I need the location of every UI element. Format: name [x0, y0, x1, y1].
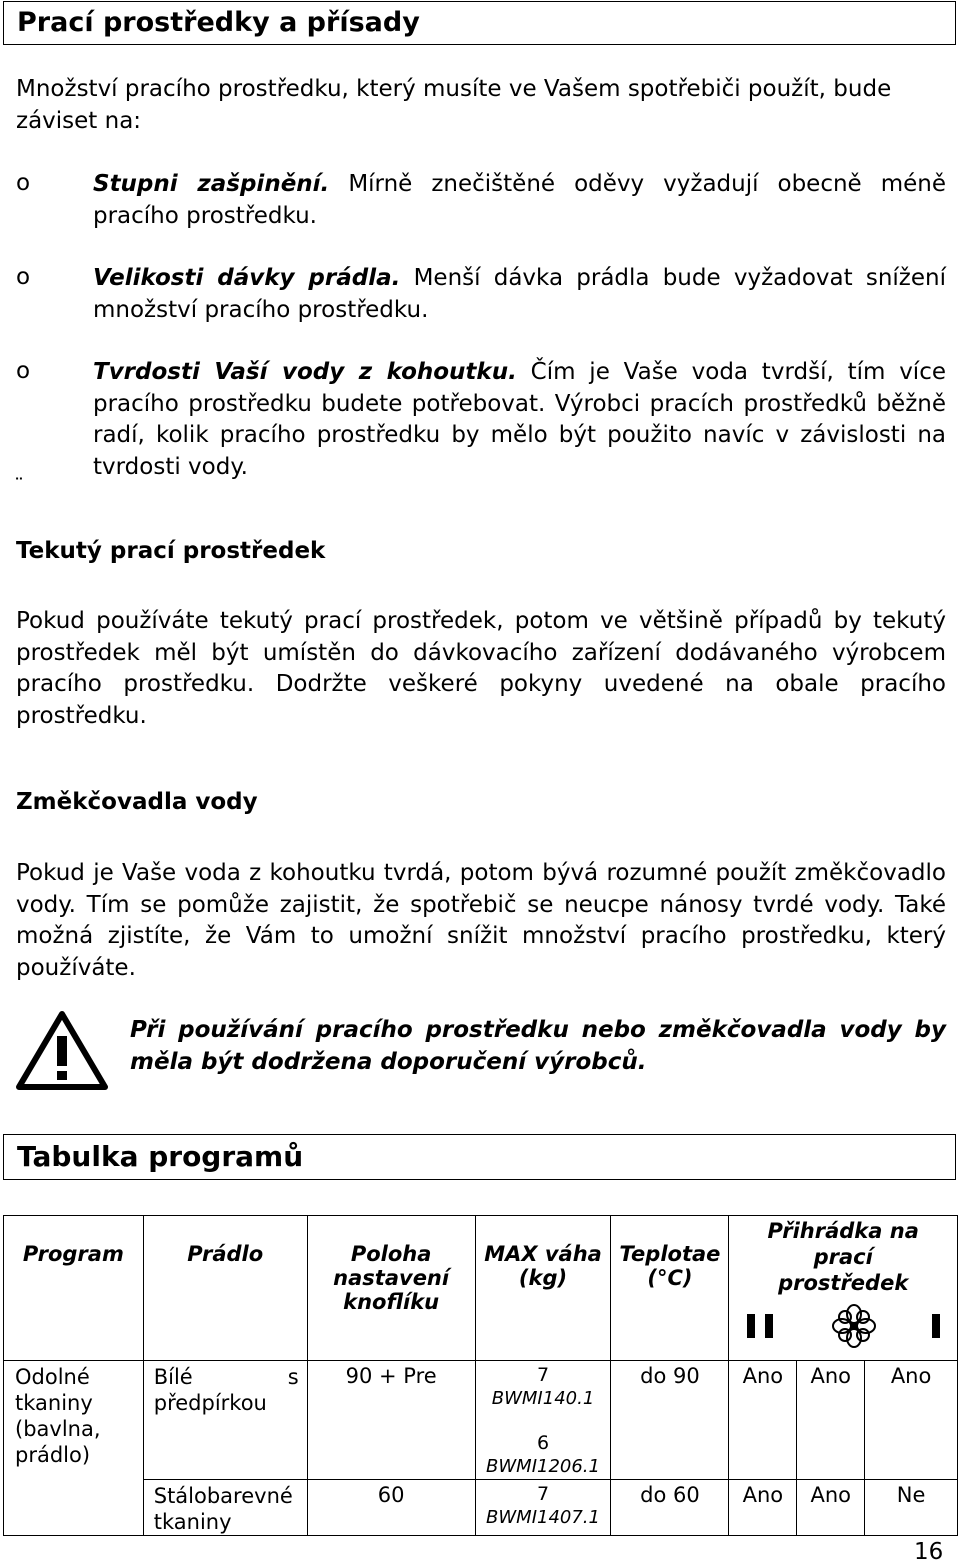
pradlo-cell	[143, 1361, 307, 1480]
poloha-cell: 60	[307, 1480, 475, 1536]
header-prihradka-cell	[729, 1216, 958, 1361]
weight-kg: 6	[536, 1432, 550, 1454]
intro-paragraph: Množství pracího prostředku, který musíte ve Vašem spotřebiči použít, bude záviset na:	[16, 76, 892, 134]
list-item-term: Velikosti dávky prádla.	[93, 265, 401, 291]
warning-triangle-icon	[16, 1010, 108, 1090]
compartment-II-icon	[743, 1312, 779, 1340]
program-cell: Odolné tkaniny (bavlna, prádlo)	[4, 1361, 144, 1536]
bullet-marker: o	[16, 170, 31, 196]
compartment-softener-cell: Ano	[797, 1361, 865, 1480]
pradlo-main: Bílé	[153, 1365, 193, 1389]
warning-text: Při používání pracího prostředku nebo změkčovadla vody by měla být dodržena doporučení výrobců.	[130, 1017, 946, 1075]
compartment-I-icon	[929, 1312, 943, 1340]
compartment-I-cell: Ano	[865, 1361, 958, 1480]
compartment-icons	[729, 1296, 957, 1348]
weight-model: BWMI140.1	[491, 1388, 595, 1409]
weight-model: BWMI1206.1	[486, 1456, 600, 1477]
bullet-marker: o	[16, 264, 31, 290]
header-teplota: Teplotae (°C)	[611, 1216, 729, 1361]
pradlo-rest: předpírkou	[153, 1391, 267, 1415]
list-item	[93, 169, 946, 232]
softener-paragraph: Pokud je Vaše voda z kohoutku tvrdá, potom bývá rozumné použít změkčovadlo vody. Tím se pomůže zajistit, že spotřebič se neucpe nánosy tvrdé vody. Také možná zjistíte, že Vám to umožní snížit množství pracího prostředku, který používáte.	[16, 860, 946, 981]
list-item	[93, 263, 946, 326]
liquid-paragraph: Pokud používáte tekutý prací prostředek, potom ve většině případů by tekutý prostředek měl být umístěn do dávkovacího zařízení dodávaného výrobcem pracího prostředku. Dodržte veškeré pokyny uvedené na obale pracího prostředku.	[16, 608, 946, 729]
softener-heading: Změkčovadla vody	[16, 789, 258, 815]
compartment-II-cell: Ano	[729, 1480, 797, 1536]
weight-cell	[475, 1361, 611, 1480]
pradlo-s: s	[287, 1365, 299, 1389]
header-pradlo: Prádlo	[143, 1216, 307, 1361]
flower-softener-icon	[831, 1304, 877, 1348]
section-title: Prací prostředky a přísady	[17, 7, 420, 38]
header-program: Program	[4, 1216, 144, 1361]
page-number: 16	[914, 1539, 944, 1565]
header-poloha: Poloha nastavení knoflíku	[307, 1216, 475, 1361]
program-table-title-box	[3, 1134, 956, 1180]
pradlo-cell: Stálobarevné tkaniny	[143, 1480, 307, 1536]
list-item-term: Tvrdosti Vaší vody z kohoutku.	[93, 359, 517, 385]
teplota-cell: do 60	[611, 1480, 729, 1536]
bullet-marker: o	[16, 358, 31, 384]
poloha-cell: 90 + Pre	[307, 1361, 475, 1480]
list-item-text: Menší dávka prádla bude vyžadovat snížení množství pracího prostředku.	[93, 265, 946, 323]
list-item	[93, 357, 946, 483]
weight-model: BWMI1407.1	[486, 1507, 600, 1528]
program-table	[3, 1215, 958, 1536]
compartment-softener-cell: Ano	[797, 1480, 865, 1536]
program-table-title: Tabulka programů	[17, 1140, 304, 1173]
section-title-box	[3, 1, 956, 45]
pradlo-line	[154, 1364, 299, 1390]
weight-cell	[475, 1480, 611, 1536]
compartment-I-cell: Ne	[865, 1480, 958, 1536]
stray-mark: ¨	[14, 474, 24, 498]
liquid-heading: Tekutý prací prostředek	[16, 538, 326, 564]
teplota-cell: do 90	[611, 1361, 729, 1480]
weight-kg: 7	[536, 1483, 550, 1505]
list-item-term: Stupni zašpinění.	[93, 171, 330, 197]
list-item-text: Čím je Vaše voda tvrdší, tím více pracího prostředku budete potřebovat. Výrobci pracích prostředků běžně radí, kolik pracího prostředku by mělo být použito navíc v závislosti na tvrdosti vody.	[93, 359, 946, 480]
compartment-II-cell: Ano	[729, 1361, 797, 1480]
weight-kg: 7	[536, 1364, 550, 1386]
list-item-text: Mírně znečištěné oděvy vyžadují obecně méně pracího prostředku.	[93, 171, 947, 229]
header-prihradka: Přihrádka na prací prostředek	[767, 1219, 919, 1295]
header-max-vaha: MAX váha (kg)	[475, 1216, 611, 1361]
